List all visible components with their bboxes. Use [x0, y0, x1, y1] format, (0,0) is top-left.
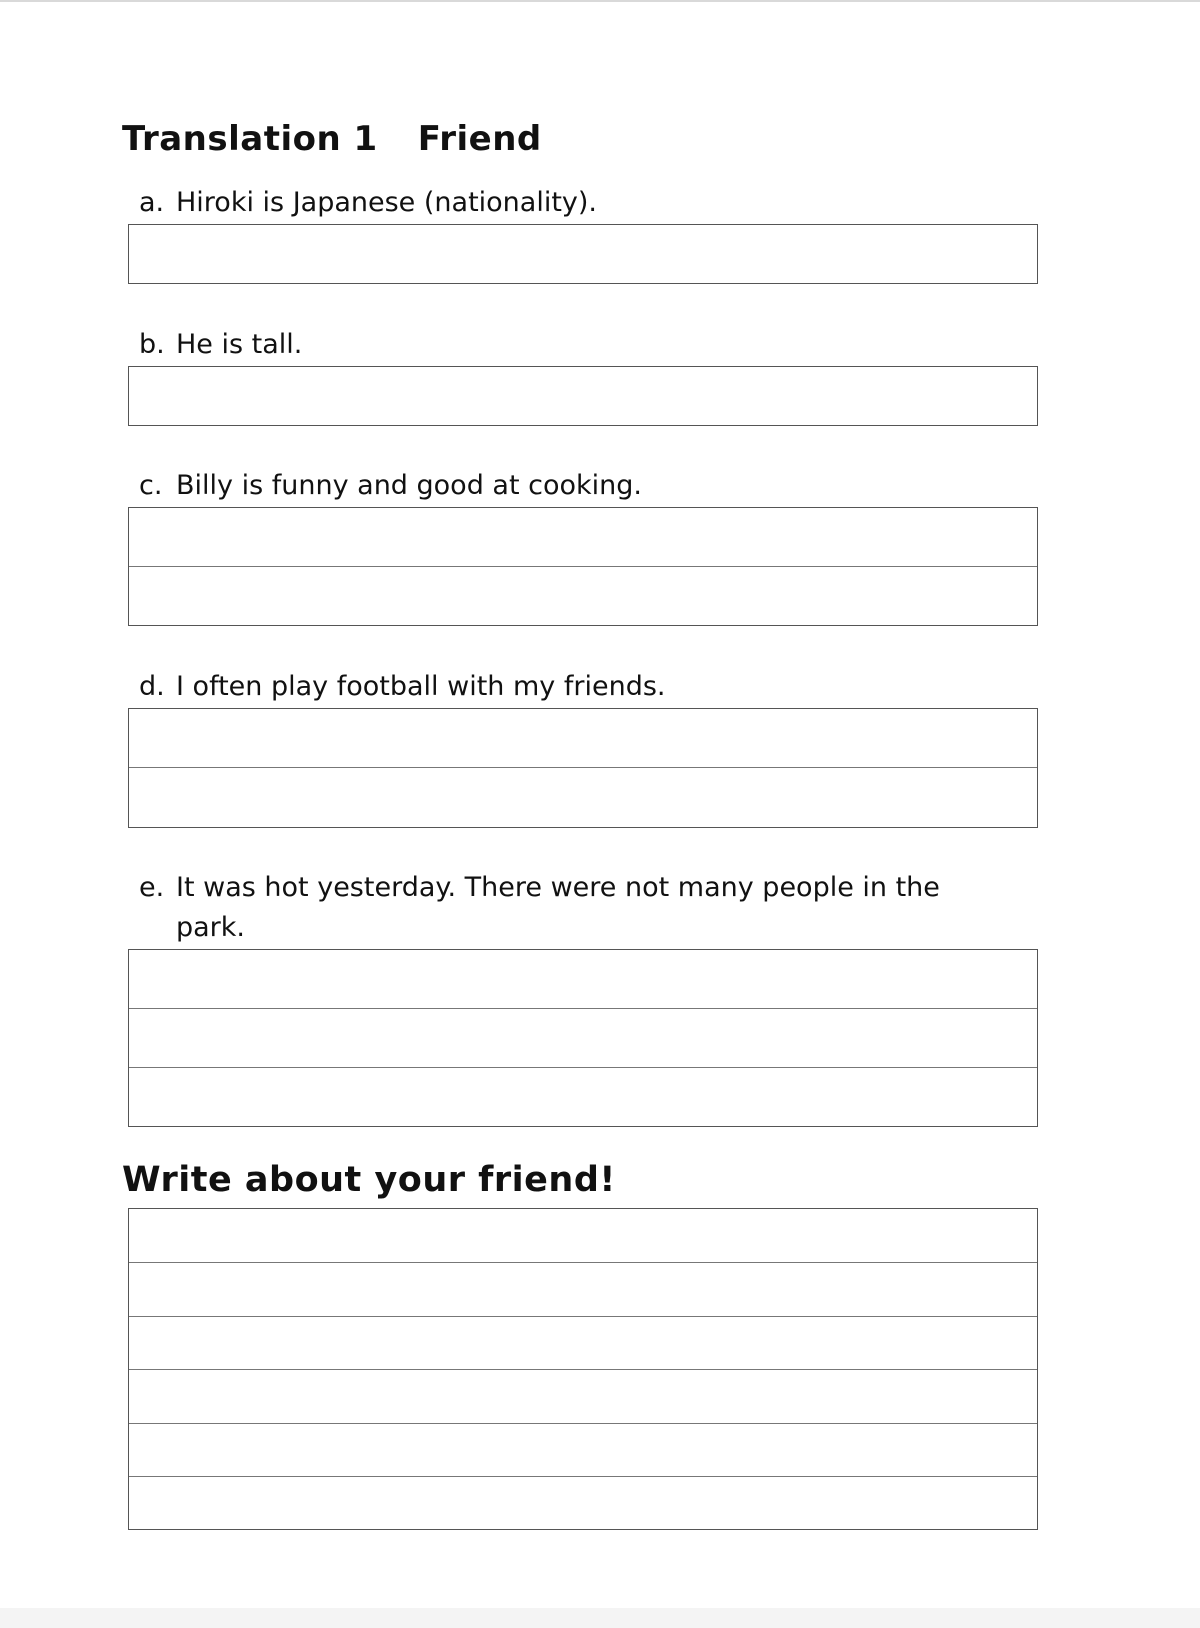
answer-line[interactable] — [129, 225, 1037, 282]
answer-line[interactable] — [129, 709, 1037, 767]
question-letter: e. — [139, 872, 165, 903]
writing-box[interactable] — [128, 1208, 1038, 1530]
answer-line[interactable] — [129, 950, 1037, 1008]
title-label: Translation 1 — [122, 119, 378, 159]
question-text: Billy is funny and good at cooking. — [176, 470, 642, 501]
question-text: He is tall. — [176, 329, 303, 360]
answer-line[interactable] — [129, 1008, 1037, 1067]
answer-line[interactable] — [129, 367, 1037, 424]
question-letter: d. — [139, 671, 165, 702]
writing-line[interactable] — [129, 1316, 1037, 1369]
question-text: Hiroki is Japanese (nationality). — [176, 187, 598, 218]
answer-line[interactable] — [129, 508, 1037, 566]
question-a — [139, 183, 1039, 223]
page-bottom-margin — [0, 1608, 1200, 1628]
question-e — [139, 868, 1039, 948]
topic-label: Friend — [417, 119, 542, 159]
answer-box-d[interactable] — [128, 708, 1038, 828]
question-d — [139, 667, 1039, 707]
writing-line[interactable] — [129, 1209, 1037, 1262]
answer-box-b[interactable] — [128, 366, 1038, 426]
question-b — [139, 325, 1039, 365]
question-letter: a. — [139, 187, 165, 218]
writing-line[interactable] — [129, 1423, 1037, 1476]
write-about-friend-heading: Write about your friend! — [122, 1160, 616, 1200]
answer-line[interactable] — [129, 566, 1037, 624]
answer-box-c[interactable] — [128, 507, 1038, 626]
writing-line[interactable] — [129, 1476, 1037, 1528]
answer-box-a[interactable] — [128, 224, 1038, 284]
question-letter: b. — [139, 329, 165, 360]
answer-line[interactable] — [129, 767, 1037, 826]
question-text: I often play football with my friends. — [176, 671, 666, 702]
page-top-border — [0, 0, 1200, 2]
question-text: It was hot yesterday. There were not many people in the park. — [176, 872, 940, 943]
question-letter: c. — [139, 470, 163, 501]
answer-box-e[interactable] — [128, 949, 1038, 1127]
answer-line[interactable] — [129, 1067, 1037, 1125]
worksheet-title — [122, 119, 542, 159]
question-c — [139, 466, 1039, 506]
writing-line[interactable] — [129, 1369, 1037, 1423]
writing-line[interactable] — [129, 1262, 1037, 1316]
